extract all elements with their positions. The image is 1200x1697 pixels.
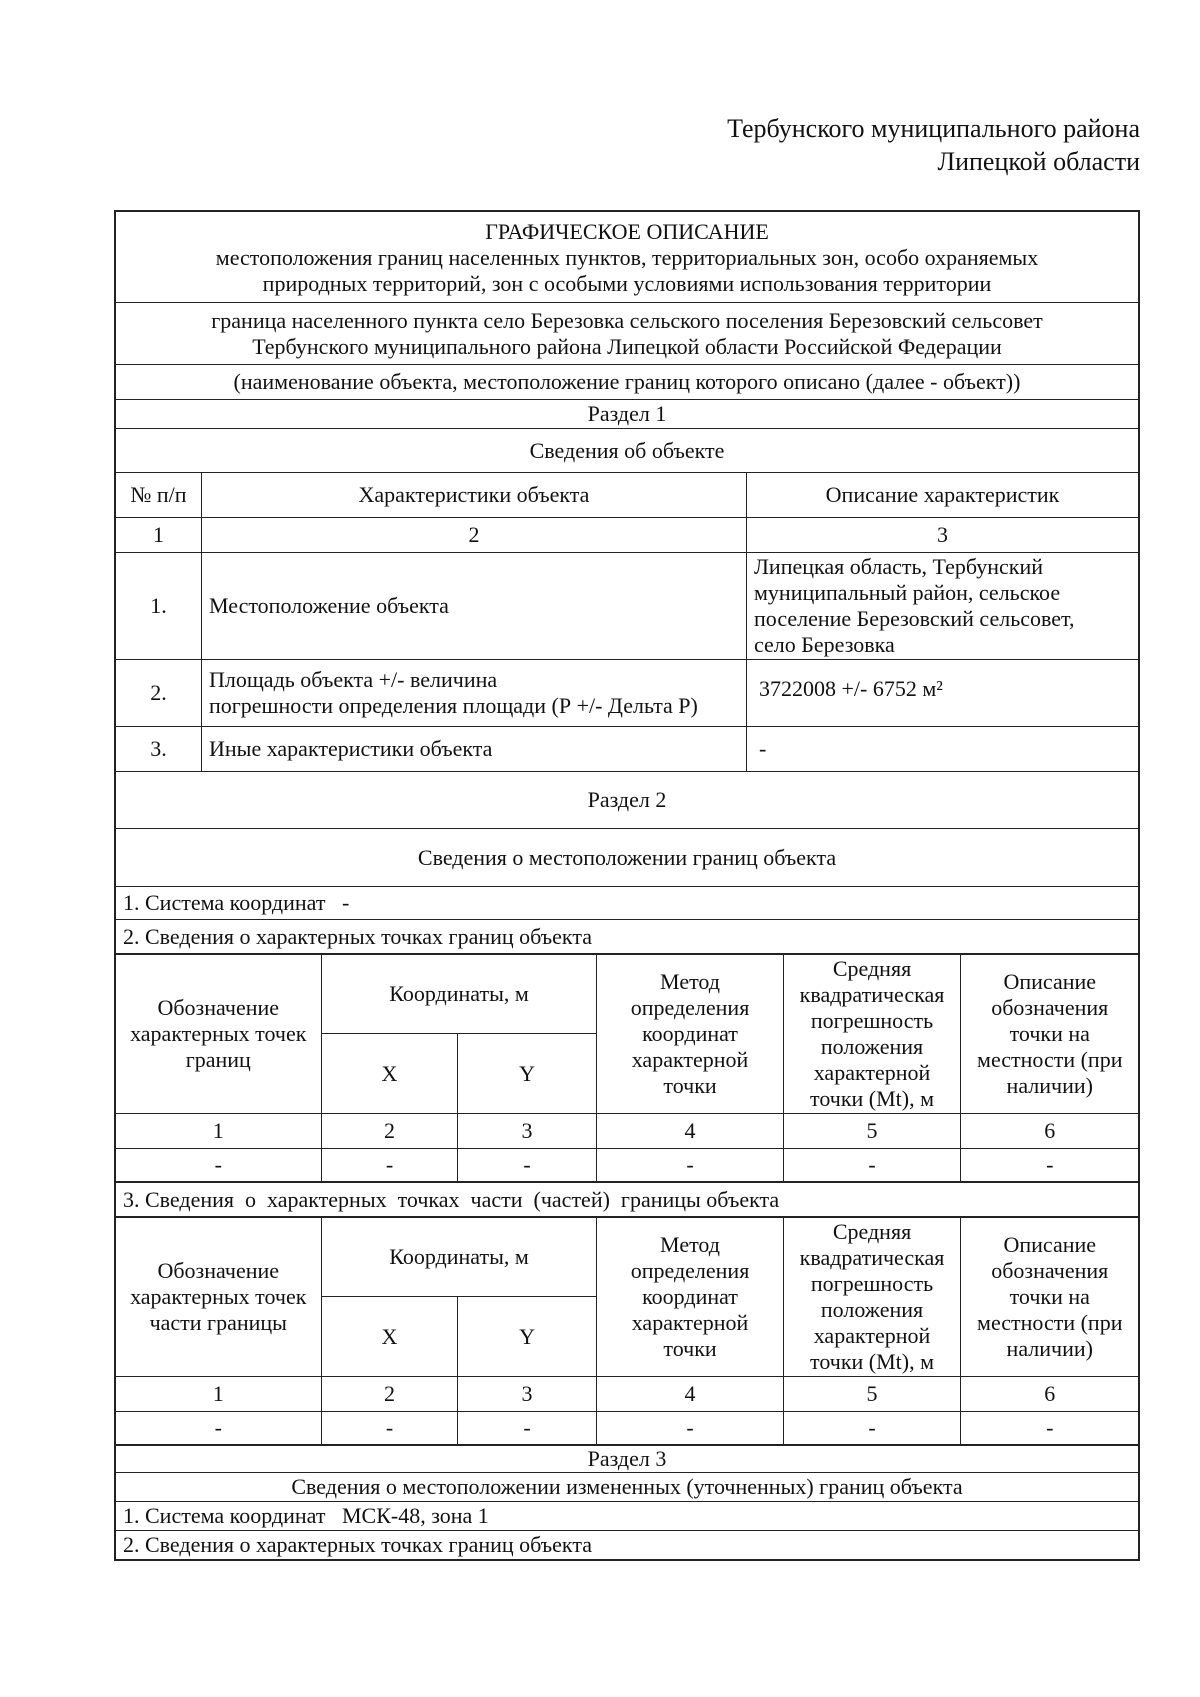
parts-col-method (597, 1218, 784, 1377)
form-title: ГРАФИЧЕСКОЕ ОПИСАНИЕ (485, 219, 769, 244)
header-line-1: Тербунского муниципального района (727, 114, 1140, 143)
title-row (116, 212, 1139, 303)
header-line: характерных точек (130, 1284, 307, 1309)
object-name-row (116, 303, 1139, 365)
column-number: 5 (784, 1377, 961, 1412)
parts-col-error (784, 1218, 961, 1377)
column-number: 3 (747, 518, 1139, 553)
section2-parts-title-row (116, 1183, 1139, 1217)
header-line: наличии) (1006, 1073, 1093, 1098)
section2-title-row (116, 829, 1139, 887)
header-line: Описание (1003, 969, 1097, 994)
table-row (116, 1412, 1139, 1445)
header-line: характерной (813, 1323, 931, 1348)
row-number: 1. (116, 553, 202, 660)
header-line: Средняя (832, 956, 912, 981)
header-line: точки (663, 1073, 717, 1098)
header-line: определения (630, 995, 750, 1020)
section2-label-row (116, 772, 1139, 829)
header-line: границ (185, 1047, 251, 1072)
points-table (116, 954, 1139, 1182)
cell-value: - (116, 1412, 322, 1445)
cell-value: - (322, 1149, 458, 1182)
parts-table-container (116, 1217, 1139, 1446)
header-line: координат (642, 1021, 738, 1046)
points-numbers-row (116, 1114, 1139, 1149)
section2-label: Раздел 2 (116, 772, 1139, 829)
object-name-line-2: Тербунского муниципального района Липецкой области Российской Федерации (252, 333, 1002, 359)
row-number: 3. (116, 727, 202, 772)
column-number: 6 (961, 1377, 1139, 1412)
points-col-coords: Координаты, м (322, 955, 597, 1034)
cell-value: - (116, 1149, 322, 1182)
parts-col-coords: Координаты, м (322, 1218, 597, 1297)
parts-col-x: X (322, 1297, 458, 1377)
header-line: Описание (1003, 1232, 1097, 1257)
points-col-description (961, 955, 1139, 1114)
cell-value: - (322, 1412, 458, 1445)
parts-table (116, 1217, 1139, 1445)
description-line: село Березовка (754, 632, 895, 657)
header-line: наличии) (1006, 1336, 1093, 1361)
section3-coord-system: 1. Система координат МСК-48, зона 1 (116, 1502, 1139, 1531)
section3-title-row (116, 1473, 1139, 1502)
object-name-line-1: граница населенного пункта село Березовка сельского поселения Березовский сельсовет (211, 307, 1043, 333)
section3-points-title-row (116, 1531, 1139, 1560)
row-name: Местоположение объекта (202, 553, 747, 660)
header-line: квадратическая (799, 1245, 945, 1270)
header-line: точки (Mt), м (810, 1086, 935, 1111)
header-line: части границы (149, 1310, 287, 1335)
header-line: Метод (660, 1232, 720, 1257)
section1-title: Сведения об объекте (116, 429, 1139, 473)
header-line: погрешность (810, 1271, 934, 1296)
name-line: погрешности определения площади (Р +/- Дельта Р) (209, 693, 698, 718)
header-line: положения (820, 1034, 924, 1059)
row-number: 2. (116, 660, 202, 727)
table-row (116, 1149, 1139, 1182)
header-line: точки (Mt), м (810, 1349, 935, 1374)
points-table-container (116, 954, 1139, 1183)
points-header-row (116, 955, 1139, 1034)
header-line: характерной (631, 1047, 749, 1072)
parts-col-description (961, 1218, 1139, 1377)
parts-header-row (116, 1218, 1139, 1297)
table-row (116, 553, 1139, 660)
description-line: муниципальный район, сельское (754, 580, 1061, 605)
table-row (116, 727, 1139, 772)
header-characteristics: Характеристики объекта (202, 473, 747, 518)
document-header (727, 112, 1140, 178)
header-line-2: Липецкой области (937, 147, 1140, 176)
column-number: 2 (322, 1114, 458, 1149)
form-subtitle-2: природных территорий, зон с особыми условиями использования территории (262, 271, 992, 296)
points-col-designation (116, 955, 322, 1114)
row-name: Иные характеристики объекта (202, 727, 747, 772)
section3-coord-row (116, 1502, 1139, 1531)
header-line: положения (820, 1297, 924, 1322)
cell-value: - (961, 1412, 1139, 1445)
section2-points-title-row (116, 920, 1139, 954)
form-subtitle-1: местоположения границ населенных пунктов, территориальных зон, особо охраняемых (215, 245, 1039, 270)
header-line: Средняя (832, 1219, 912, 1244)
column-number: 1 (116, 1377, 322, 1412)
header-line: характерной (631, 1310, 749, 1335)
cell-value: - (458, 1412, 597, 1445)
header-line: Метод (660, 969, 720, 994)
table-row (116, 660, 1139, 727)
section1-label: Раздел 1 (116, 400, 1139, 429)
object-caption: (наименование объекта, местоположение границ которого описано (далее - объект)) (116, 365, 1139, 400)
column-number: 4 (597, 1377, 784, 1412)
column-number: 3 (458, 1114, 597, 1149)
row-description: 3722008 +/- 6752 м² (747, 660, 1139, 727)
cell-value: - (458, 1149, 597, 1182)
points-col-method (597, 955, 784, 1114)
section3-title: Сведения о местоположении измененных (уточненных) границ объекта (116, 1473, 1139, 1502)
cell-value: - (784, 1412, 961, 1445)
section2-parts-title: 3. Сведения о характерных точках части (частей) границы объекта (116, 1183, 1139, 1217)
header-num: № п/п (116, 473, 202, 518)
parts-col-y: Y (458, 1297, 597, 1377)
header-line: обозначения (991, 995, 1109, 1020)
header-line: точки на (1009, 1284, 1090, 1309)
object-name-cell (116, 303, 1139, 365)
section3-label: Раздел 3 (116, 1446, 1139, 1473)
section2-title: Сведения о местоположении границ объекта (116, 829, 1139, 887)
column-number: 2 (202, 518, 747, 553)
header-line: Обозначение (157, 1258, 280, 1283)
column-number: 5 (784, 1114, 961, 1149)
parts-numbers-row (116, 1377, 1139, 1412)
section1-numbers-row (116, 518, 1139, 553)
header-line: характерной (813, 1060, 931, 1085)
column-number: 6 (961, 1114, 1139, 1149)
column-number: 3 (458, 1377, 597, 1412)
header-line: местности (при (977, 1310, 1123, 1335)
header-line: местности (при (977, 1047, 1123, 1072)
form-table (115, 211, 1139, 1560)
row-description (747, 553, 1139, 660)
section1-title-row (116, 429, 1139, 473)
parts-table-row (116, 1217, 1139, 1446)
header-line: характерных точек (130, 1021, 307, 1046)
header-line: квадратическая (799, 982, 945, 1007)
section3-label-row (116, 1446, 1139, 1473)
header-line: точки (663, 1336, 717, 1361)
parts-col-designation (116, 1218, 322, 1377)
points-col-error (784, 955, 961, 1114)
description-line: Липецкая область, Тербунский (754, 554, 1044, 579)
header-line: точки на (1009, 1021, 1090, 1046)
cell-value: - (784, 1149, 961, 1182)
header-line: определения (630, 1258, 750, 1283)
row-description: - (747, 727, 1139, 772)
header-line: координат (642, 1284, 738, 1309)
points-col-x: X (322, 1034, 458, 1114)
description-line: поселение Березовский сельсовет, (754, 606, 1075, 631)
points-table-row (116, 954, 1139, 1183)
section2-points-title: 2. Сведения о характерных точках границ объекта (116, 920, 1139, 954)
cell-value: - (961, 1149, 1139, 1182)
section3-points-title: 2. Сведения о характерных точках границ объекта (116, 1531, 1139, 1560)
row-name (202, 660, 747, 727)
column-number: 1 (116, 1114, 322, 1149)
header-line: Обозначение (157, 995, 280, 1020)
header-line: погрешность (810, 1008, 934, 1033)
column-number: 2 (322, 1377, 458, 1412)
section2-coord-row (116, 887, 1139, 920)
section2-coord-system: 1. Система координат - (116, 887, 1139, 920)
cell-value: - (597, 1412, 784, 1445)
column-number: 1 (116, 518, 202, 553)
header-line: обозначения (991, 1258, 1109, 1283)
name-line: Площадь объекта +/- величина (209, 667, 498, 692)
title-cell (116, 212, 1139, 303)
cell-value: - (597, 1149, 784, 1182)
object-caption-row (116, 365, 1139, 400)
points-col-y: Y (458, 1034, 597, 1114)
header-description: Описание характеристик (747, 473, 1139, 518)
column-number: 4 (597, 1114, 784, 1149)
description-form (114, 210, 1140, 1561)
section1-label-row (116, 400, 1139, 429)
section1-header-row (116, 473, 1139, 518)
